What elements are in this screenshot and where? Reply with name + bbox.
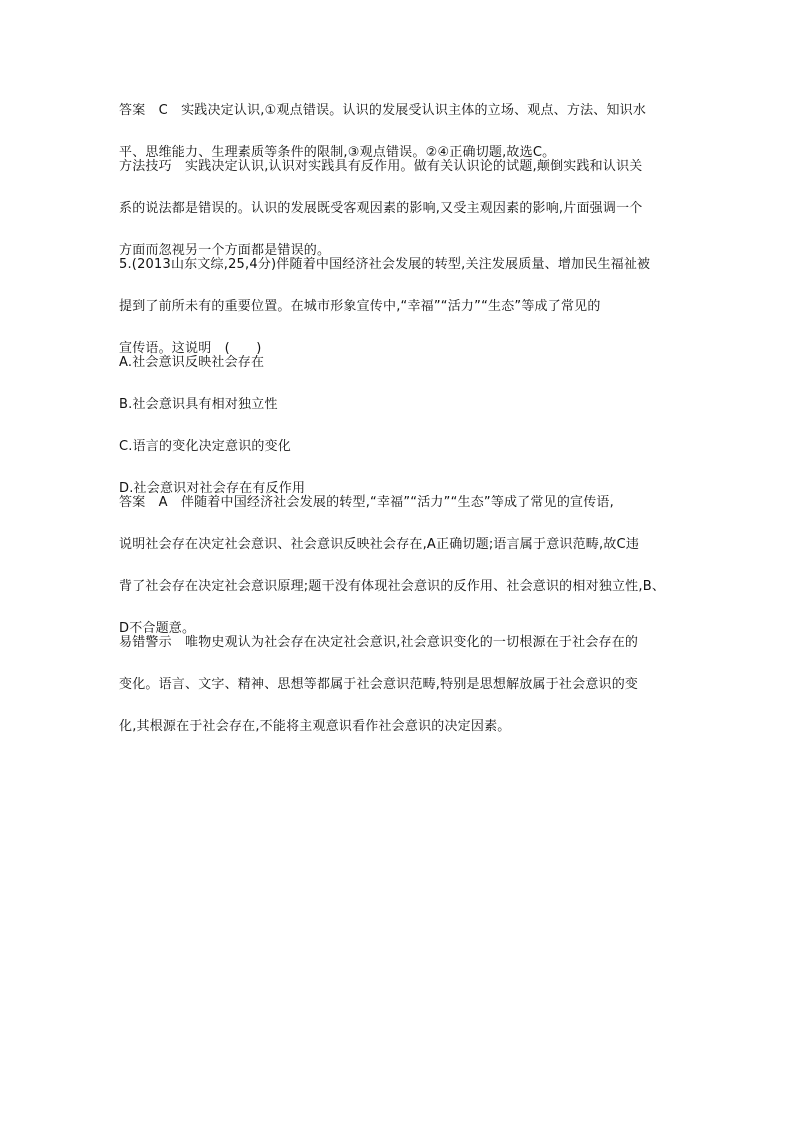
question-5-options xyxy=(119,356,679,496)
question-5-line-1: 5.(2013山东文综,25,4分)伴随着中国经济社会发展的转型,关注发展质量、增加民生福祉被 xyxy=(119,257,651,272)
option-c: C.语言的变化决定意识的变化 xyxy=(119,439,292,454)
error-warning-line-2: 变化。语言、文字、精神、思想等都属于社会意识范畴,特别是思想解放属于社会意识的变 xyxy=(119,677,639,692)
error-warning-block xyxy=(119,636,679,734)
method-tip-line-3: 方面而忽视另一个方面都是错误的。 xyxy=(119,243,331,258)
question-5-block xyxy=(119,258,679,356)
answer-q5-line-1: 答案 A 伴随着中国经济社会发展的转型,“幸福”“活力”“生态”等成了常见的宣传语, xyxy=(119,495,614,510)
answer-q4-line-1: 答案 C 实践决定认识,①观点错误。认识的发展受认识主体的立场、观点、方法、知识水 xyxy=(119,103,647,118)
error-warning-line-3: 化,其根源在于社会存在,不能将主观意识看作社会意识的决定因素。 xyxy=(119,719,511,734)
answer-q5-line-3: 背了社会存在决定社会意识原理;题干没有体现社会意识的反作用、社会意识的相对独立性,B、 xyxy=(119,579,666,594)
method-tip-block xyxy=(119,160,679,258)
option-b: B.社会意识具有相对独立性 xyxy=(119,397,278,412)
answer-block-q5 xyxy=(119,496,679,636)
question-5-line-2: 提到了前所未有的重要位置。在城市形象宣传中,“幸福”“活力”“生态”等成了常见的 xyxy=(119,299,601,314)
answer-q5-line-2: 说明社会存在决定社会意识、社会意识反映社会存在,A正确切题;语言属于意识范畴,故C违 xyxy=(119,537,640,552)
answer-block-q4 xyxy=(119,104,679,160)
method-tip-line-2: 系的说法都是错误的。认识的发展既受客观因素的影响,又受主观因素的影响,片面强调一个 xyxy=(119,201,643,216)
document-content xyxy=(119,104,679,734)
error-warning-line-1: 易错警示 唯物史观认为社会存在决定社会意识,社会意识变化的一切根源在于社会存在的 xyxy=(119,635,639,650)
answer-q4-line-2: 平、思维能力、生理素质等条件的限制,③观点错误。②④正确切题,故选C。 xyxy=(119,145,556,160)
option-d: D.社会意识对社会存在有反作用 xyxy=(119,481,306,496)
answer-q5-line-4: D不合题意。 xyxy=(119,621,196,636)
option-a: A.社会意识反映社会存在 xyxy=(119,355,265,370)
method-tip-line-1: 方法技巧 实践决定认识,认识对实践具有反作用。做有关认识论的试题,颠倒实践和认识关 xyxy=(119,159,643,174)
question-5-line-3: 宣传语。这说明 ( ) xyxy=(119,341,262,356)
